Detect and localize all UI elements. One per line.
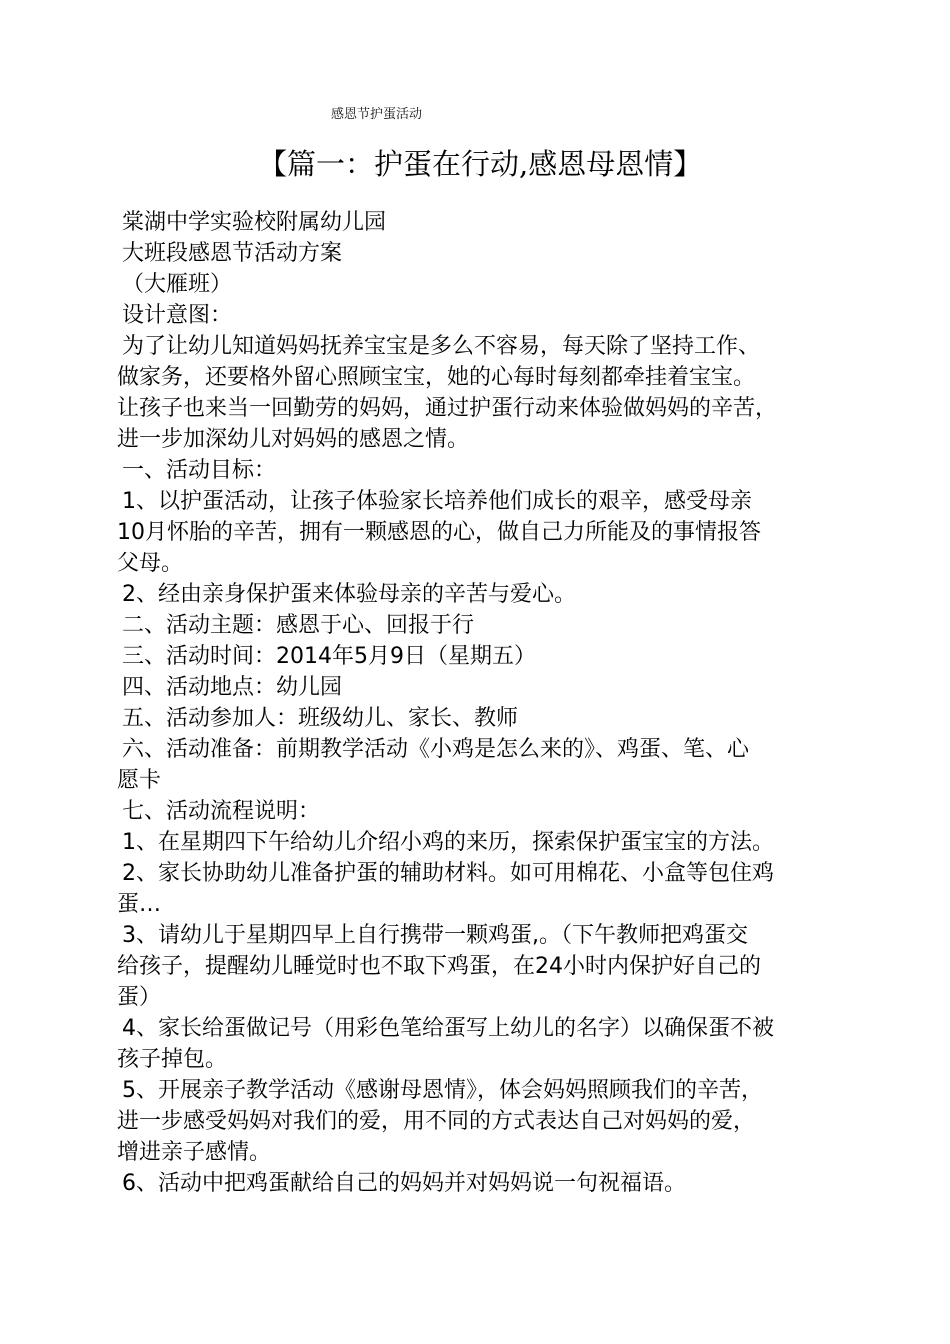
text-line: 4、家长给蛋做记号（用彩色笔给蛋写上幼儿的名字）以确保蛋不被 [122,1016,774,1041]
text-line: 2、家长协助幼儿准备护蛋的辅助材料。如可用棉花、小盒等包住鸡 [122,861,774,886]
text-line: 大班段感恩节活动方案 [122,241,343,266]
text-line: 五、活动参加人：班级幼儿、家长、教师 [122,706,519,731]
text-line: 设计意图： [122,303,233,328]
text-line: 棠湖中学实验校附属幼儿园 [122,210,387,235]
text-line: 1、以护蛋活动，让孩子体验家长培养他们成长的艰辛，感受母亲 [122,489,752,514]
text-line: 进一步加深幼儿对妈妈的感恩之情。 [117,427,470,452]
text-line: 为了让幼儿知道妈妈抚养宝宝是多么不容易，每天除了坚持工作、 [122,334,761,359]
text-line: 蛋） [117,985,162,1010]
text-line: （大雁班） [122,272,233,297]
text-line: 二、活动主题：感恩于心、回报于行 [122,613,475,638]
text-line: 给孩子，提醒幼儿睡觉时也不取下鸡蛋，在24小时内保护好自己的 [117,954,761,979]
text-line: 愿卡 [117,768,162,793]
text-line: 蛋… [117,892,162,917]
text-line: 一、活动目标： [122,458,277,483]
text-line: 1、在星期四下午给幼儿介绍小鸡的来历，探索保护蛋宝宝的方法。 [122,830,774,855]
text-line: 增进亲子感情。 [117,1140,272,1165]
text-line: 3、请幼儿于星期四早上自行携带一颗鸡蛋,。（下午教师把鸡蛋交 [122,923,748,948]
text-line: 5、开展亲子教学活动《感谢母恩情》，体会妈妈照顾我们的辛苦， [122,1078,763,1103]
text-line: 六、活动准备：前期教学活动《小鸡是怎么来的》、鸡蛋、笔、心 [122,737,750,762]
text-line: 6、活动中把鸡蛋献给自己的妈妈并对妈妈说一句祝福语。 [122,1171,686,1196]
text-line: 七、活动流程说明： [122,799,321,824]
running-header: 感恩节护蛋活动 [331,107,423,122]
text-line: 让孩子也来当一回勤劳的妈妈，通过护蛋行动来体验做妈妈的辛苦， [117,396,778,421]
text-line: 四、活动地点：幼儿园 [122,675,343,700]
document-title: 【篇一：护蛋在行动,感恩母恩情】 [258,147,703,181]
text-line: 进一步感受妈妈对我们的爱，用不同的方式表达自己对妈妈的爱， [117,1109,756,1134]
document-body [117,207,839,1199]
text-line: 做家务，还要格外留心照顾宝宝，她的心每时每刻都牵挂着宝宝。 [117,365,756,390]
text-line: 10月怀胎的辛苦，拥有一颗感恩的心，做自己力所能及的事情报答 [117,520,761,545]
text-line: 父母。 [117,551,184,576]
text-line: 2、经由亲身保护蛋来体验母亲的辛苦与爱心。 [122,582,576,607]
text-line: 三、活动时间：2014年5月9日（星期五） [122,644,536,669]
text-line: 孩子掉包。 [117,1047,228,1072]
